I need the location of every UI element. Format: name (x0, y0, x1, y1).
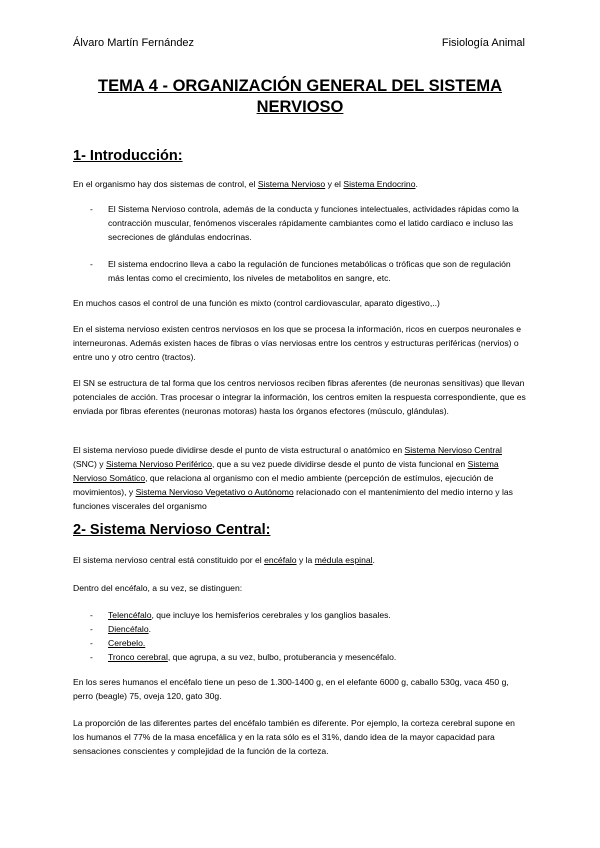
section-2-heading: 2- Sistema Nervioso Central: (73, 522, 271, 538)
bullet-dash: - (90, 204, 93, 214)
bullet-dash: - (90, 610, 93, 620)
cns-text: y la (296, 555, 315, 565)
paragraph-weights: En los seres humanos el encéfalo tiene un peso de 1.300-1400 g, en el elefante 6000 g, caballo 530g, vaca 450 g, perro (beagle) 75, oveja 120, gato 30g. (73, 677, 509, 701)
term-cerebelo: Cerebelo. (108, 638, 146, 648)
term-sns: Sistema Nervioso Somático (73, 459, 499, 483)
bullet-dash: - (90, 638, 93, 648)
list-item-rest: . (148, 624, 151, 634)
paragraph-cns (73, 553, 528, 567)
divisions-text: , que relaciona al organismo con el medio ambiente (percepción de estímulos, ejecución de movimientos), y (73, 473, 494, 497)
paragraph-divisions (73, 443, 528, 513)
term-sistema-endocrino: Sistema Endocrino (343, 179, 416, 189)
term-snp: Sistema Nervioso Periférico (105, 459, 212, 469)
bullet-text: El sistema endocrino lleva a cabo la regulación de funciones metabólicas o tróficas que son de regulación más lentas como el crecimiento, los niveles de metabolitos en sangre, etc. (108, 259, 511, 283)
term-sistema-nervioso: Sistema Nervioso (257, 179, 326, 189)
section-1-heading: 1- Introducción: (73, 148, 183, 164)
term-tronco-cerebral: Tronco cerebral (108, 652, 168, 662)
divisions-text: , que a su vez puede dividirse desde el punto de vista funcional en (211, 459, 468, 469)
divisions-text: El sistema nervioso puede dividirse desde el punto de vista estructural o anatómico en (73, 445, 405, 455)
header-author: Álvaro Martín Fernández (73, 37, 195, 49)
intro-paragraph (73, 177, 528, 191)
intro-text: En el organismo hay dos sistemas de control, el (73, 179, 258, 189)
divisions-text: (SNC) y (73, 459, 106, 469)
list-item-text (108, 650, 528, 664)
cns-text: El sistema nervioso central está constituido por el (73, 555, 265, 565)
paragraph-sn: El SN se estructura de tal forma que los centros nerviosos reciben fibras aferentes (de neuronas sensitivas) que llevan potenciales de acción. Tras procesar o integrar la información, los centros emiten la respuesta correspondiente, que es enviada por fibras eferentes (neuronas motoras) hasta los órganos efectores (músculo, glándulas). (73, 378, 526, 416)
list-item-text (108, 622, 528, 636)
divisions-text: relacionado con el mantenimiento del medio interno y las funciones viscerales del organismo (73, 487, 513, 511)
term-snv: Sistema Nervioso Vegetativo o Autónomo (135, 487, 294, 497)
paragraph-centers: En el sistema nervioso existen centros nerviosos en los que se procesa la información, ricos en cuerpos neuronales e interneuronas. Además existen haces de fibras o vías nerviosas entre los centros y estructuras periféricas (nervios) o entre uno y otro centro (tractos). (73, 324, 522, 362)
intro-text: y el (325, 179, 344, 189)
cns-text: . (372, 555, 375, 565)
term-telencefalo: Telencéfalo (108, 610, 152, 620)
bullet-dash: - (90, 624, 93, 634)
list-item-rest: , que agrupa, a su vez, bulbo, protuberancia y mesencéfalo. (167, 652, 397, 662)
bullet-text: El Sistema Nervioso controla, además de la conducta y funciones intelectuales, actividades rápidas como la contracción muscular, fenómenos viscerales rápidamente cambiantes como el latido cardiaco e incluso las secreciones de glándulas endocrinas. (108, 204, 519, 242)
paragraph-mixed: En muchos casos el control de una función es mixto (control cardiovascular, aparato digestivo,..) (73, 298, 440, 308)
bullet-dash: - (90, 652, 93, 662)
bullet-dash: - (90, 259, 93, 269)
paragraph-proportion: La proporción de las diferentes partes del encéfalo también es diferente. Por ejemplo, la corteza cerebral supone en los humanos el 77% de la masa encefálica y en la rata sólo es el 31%, dando idea de la mayor capacidad para sensaciones conscientes y complejidad de la función de la corteza. (73, 718, 515, 756)
intro-text: . (415, 179, 418, 189)
term-encefalo: encéfalo (264, 555, 297, 565)
title-line-2: NERVIOSO (256, 98, 344, 116)
term-diencefalo: Diencéfalo (108, 624, 149, 634)
term-snc: Sistema Nervioso Central (404, 445, 502, 455)
header-subject: Fisiología Animal (441, 37, 525, 49)
list-item-rest: , que incluye los hemisferios cerebrales y los ganglios basales. (151, 610, 391, 620)
title-line-1: TEMA 4 - ORGANIZACIÓN GENERAL DEL SISTEMA (98, 77, 502, 95)
document-title (60, 76, 540, 118)
term-medula: médula espinal (314, 555, 373, 565)
paragraph-within: Dentro del encéfalo, a su vez, se distinguen: (73, 583, 243, 593)
list-item-text (108, 636, 528, 650)
list-item-text (108, 608, 528, 622)
